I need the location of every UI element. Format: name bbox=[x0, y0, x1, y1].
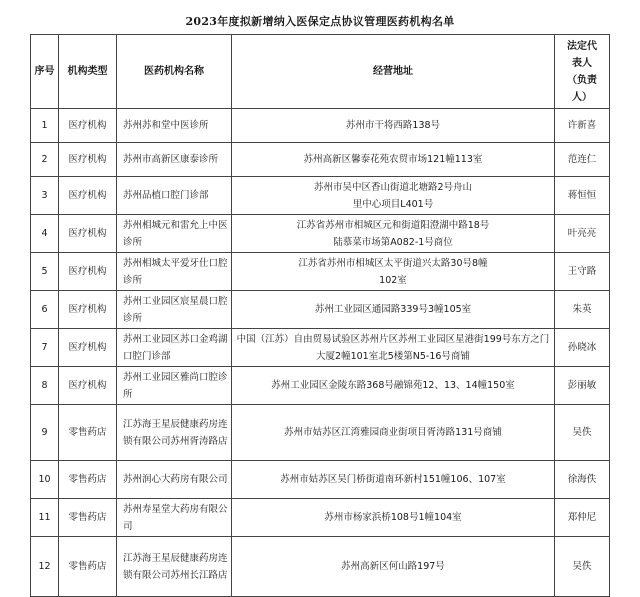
cell-name: 苏州工业园区宸星晨口腔诊所 bbox=[117, 291, 232, 329]
header-name: 医药机构名称 bbox=[117, 35, 232, 109]
cell-no: 11 bbox=[31, 499, 59, 537]
table-row bbox=[31, 253, 610, 291]
cell-type: 医疗机构 bbox=[59, 253, 117, 291]
cell-no: 12 bbox=[31, 537, 59, 597]
table-row bbox=[31, 329, 610, 367]
cell-rep: 朱英 bbox=[555, 291, 610, 329]
cell-address: 苏州市姑苏区吴门桥街道南环新村151幢106、107室 bbox=[232, 461, 555, 499]
cell-no: 1 bbox=[31, 109, 59, 143]
cell-type: 零售药店 bbox=[59, 537, 117, 597]
cell-type: 医疗机构 bbox=[59, 367, 117, 405]
cell-type: 医疗机构 bbox=[59, 215, 117, 253]
cell-rep: 吴佚 bbox=[555, 537, 610, 597]
cell-address: 苏州高新区馨泰花苑农贸市场121幢113室 bbox=[232, 143, 555, 177]
cell-type: 零售药店 bbox=[59, 461, 117, 499]
cell-rep: 王守路 bbox=[555, 253, 610, 291]
cell-name: 苏州市高新区康泰诊所 bbox=[117, 143, 232, 177]
cell-address: 中国（江苏）自由贸易试验区苏州片区苏州工业园区星港街199号东方之门大厦2幢101室北5楼第N5-16号商铺 bbox=[232, 329, 555, 367]
table-row bbox=[31, 405, 610, 461]
cell-no: 4 bbox=[31, 215, 59, 253]
cell-name: 江苏海王星辰健康药房连锁有限公司苏州长江路店 bbox=[117, 537, 232, 597]
cell-name: 苏州润心大药房有限公司 bbox=[117, 461, 232, 499]
cell-name: 苏州工业园区苏口金鸡湖口腔门诊部 bbox=[117, 329, 232, 367]
header-no: 序号 bbox=[31, 35, 59, 109]
cell-name: 苏州工业园区雅尚口腔诊所 bbox=[117, 367, 232, 405]
table-row bbox=[31, 109, 610, 143]
cell-address: 苏州高新区何山路197号 bbox=[232, 537, 555, 597]
cell-address: 苏州工业园区金陵东路368号融锦苑12、13、14幢150室 bbox=[232, 367, 555, 405]
cell-address: 苏州市杨家浜桥108号1幢104室 bbox=[232, 499, 555, 537]
table-row bbox=[31, 499, 610, 537]
cell-type: 零售药店 bbox=[59, 499, 117, 537]
cell-name: 苏州品植口腔门诊部 bbox=[117, 177, 232, 215]
cell-rep: 孙晓冰 bbox=[555, 329, 610, 367]
cell-no: 9 bbox=[31, 405, 59, 461]
table-row bbox=[31, 143, 610, 177]
cell-rep: 蒋恒恒 bbox=[555, 177, 610, 215]
table-row bbox=[31, 367, 610, 405]
table-row bbox=[31, 291, 610, 329]
cell-no: 5 bbox=[31, 253, 59, 291]
cell-rep: 吴佚 bbox=[555, 405, 610, 461]
cell-rep: 彭丽敏 bbox=[555, 367, 610, 405]
cell-address: 苏州市吴中区香山街道北塘路2号舟山里中心项目L401号 bbox=[232, 177, 555, 215]
cell-no: 8 bbox=[31, 367, 59, 405]
cell-type: 医疗机构 bbox=[59, 109, 117, 143]
cell-address: 苏州市干将西路138号 bbox=[232, 109, 555, 143]
cell-type: 医疗机构 bbox=[59, 291, 117, 329]
cell-no: 10 bbox=[31, 461, 59, 499]
institution-table bbox=[30, 34, 610, 597]
cell-address: 江苏省苏州市相城区太平街道兴太路30号8幢102室 bbox=[232, 253, 555, 291]
cell-name: 苏州苏和堂中医诊所 bbox=[117, 109, 232, 143]
cell-name: 苏州寿星堂大药房有限公司 bbox=[117, 499, 232, 537]
cell-name: 苏州相城元和雷允上中医诊所 bbox=[117, 215, 232, 253]
cell-address: 江苏省苏州市相城区元和街道阳澄湖中路18号陆慕菜市场第A082-1号商位 bbox=[232, 215, 555, 253]
cell-rep: 郑仲尼 bbox=[555, 499, 610, 537]
header-type: 机构类型 bbox=[59, 35, 117, 109]
cell-rep: 徐海佚 bbox=[555, 461, 610, 499]
cell-rep: 叶亮亮 bbox=[555, 215, 610, 253]
cell-address: 苏州市姑苏区江湾雅园商业街项目胥涛路131号商铺 bbox=[232, 405, 555, 461]
cell-type: 医疗机构 bbox=[59, 143, 117, 177]
table-row bbox=[31, 215, 610, 253]
cell-name: 苏州相城太平爱牙仕口腔诊所 bbox=[117, 253, 232, 291]
table-row bbox=[31, 537, 610, 597]
cell-no: 6 bbox=[31, 291, 59, 329]
cell-no: 3 bbox=[31, 177, 59, 215]
cell-rep: 范连仁 bbox=[555, 143, 610, 177]
cell-type: 医疗机构 bbox=[59, 329, 117, 367]
header-address: 经营地址 bbox=[232, 35, 555, 109]
cell-address: 苏州工业园区通园路339号3幢105室 bbox=[232, 291, 555, 329]
document-title: 2023年度拟新增纳入医保定点协议管理医药机构名单 bbox=[185, 15, 455, 28]
cell-type: 医疗机构 bbox=[59, 177, 117, 215]
cell-no: 7 bbox=[31, 329, 59, 367]
table-header-row bbox=[31, 35, 610, 109]
table-row bbox=[31, 177, 610, 215]
header-rep: 法定代表人（负责人） bbox=[555, 35, 610, 109]
cell-no: 2 bbox=[31, 143, 59, 177]
table-row bbox=[31, 461, 610, 499]
cell-name: 江苏海王星辰健康药房连锁有限公司苏州胥涛路店 bbox=[117, 405, 232, 461]
cell-type: 零售药店 bbox=[59, 405, 117, 461]
cell-rep: 许新喜 bbox=[555, 109, 610, 143]
